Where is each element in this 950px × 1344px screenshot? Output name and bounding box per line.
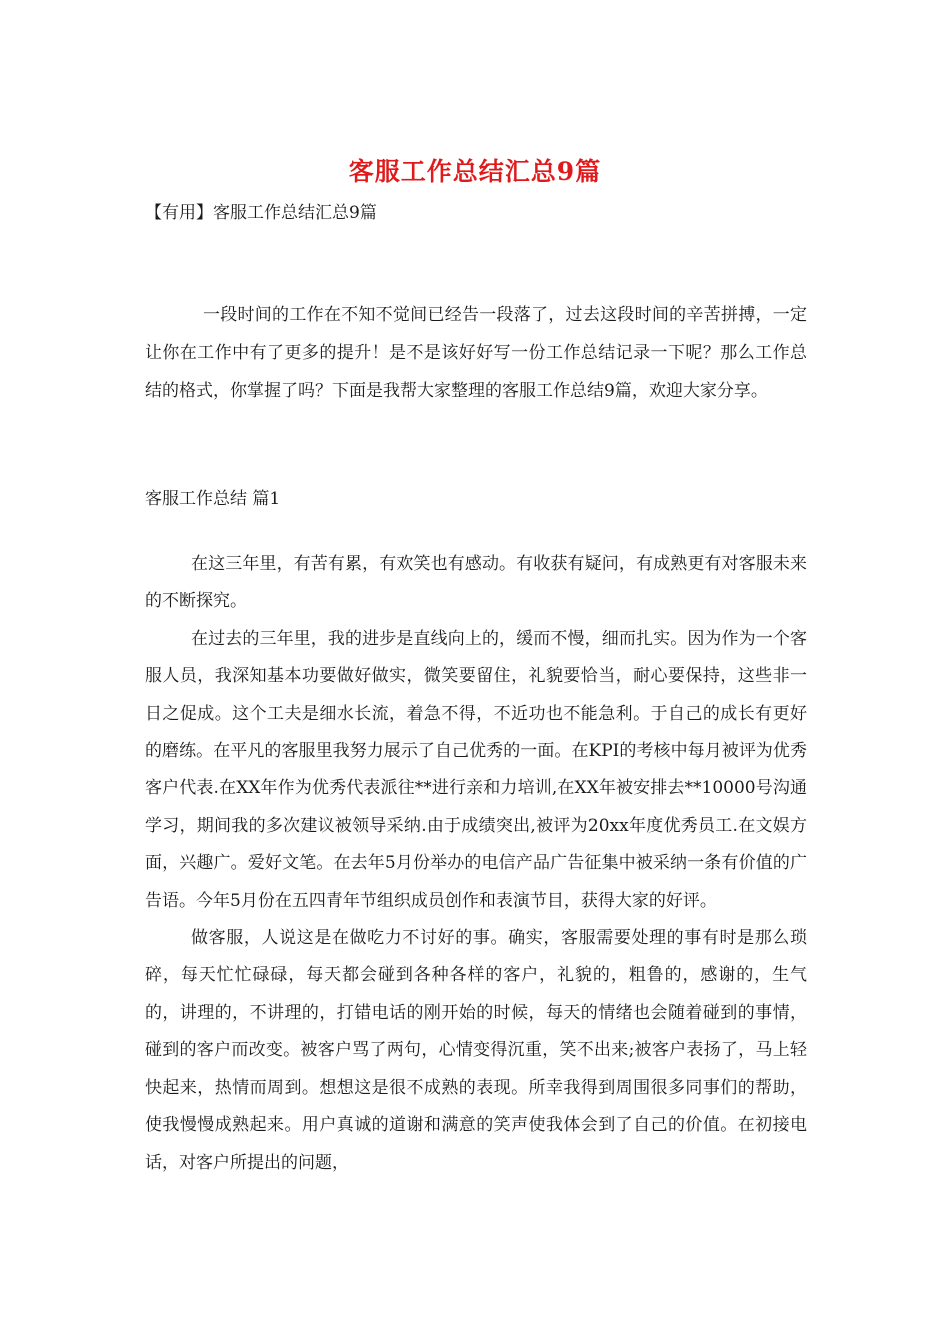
section-heading: 客服工作总结 篇1 [145,489,281,509]
body-paragraph: 在这三年里，有苦有累，有欢笑也有感动。有收获有疑问，有成熟更有对客服未来的不断探究。 [145,554,807,612]
body-paragraph: 在过去的三年里，我的进步是直线向上的，缓而不慢，细而扎实。因为作为一个客服人员，我深知基本功要做好做实，微笑要留住，礼貌要恰当，耐心要保持，这些非一日之促成。这个工夫是细水长流，着急不得，不近功也不能急利。于自己的成长有更好的磨练。在平凡的客服里我努力展示了自己优秀的一面。在KPI的考核中每月被评为优秀客户代表.在XX年作为优秀代表派往**进行亲和力培训,在XX年被安排去**10000号沟通学习，期间我的多次建议被领导采纳.由于成绩突出,被评为20xx年度优秀员工.在文娱方面，兴趣广。爱好文笔。在去年5月份举办的电信产品广告征集中被采纳一条有价值的广告语。今年5月份在五四青年节组织成员创作和表演节目，获得大家的好评。 [145,628,807,911]
section-body [145,546,807,1182]
body-paragraph: 做客服，人说这是在做吃力不讨好的事。确实，客服需要处理的事有时是那么琐碎，每天忙忙碌碌，每天都会碰到各种各样的客户，礼貌的，粗鲁的，感谢的，生气的，讲理的，不讲理的，打错电话的刚开始的时候，每天的情绪也会随着碰到的事情，碰到的客户而改变。被客户骂了两句，心情变得沉重，笑不出来;被客户表扬了，马上轻快起来，热情而周到。想想这是很不成熟的表现。所幸我得到周围很多同事们的帮助，使我慢慢成熟起来。用户真诚的道谢和满意的笑声使我体会到了自己的价值。在初接电话，对客户所提出的问题， [145,928,807,1173]
intro-paragraph: 一段时间的工作在不知不觉间已经告一段落了，过去这段时间的辛苦拼搏，一定让你在工作中有了更多的提升！是不是该好好写一份工作总结记录一下呢？那么工作总结的格式，你掌握了吗？下面是我帮大家整理的客服工作总结9篇，欢迎大家分享。 [145,305,807,401]
document-title: 客服工作总结汇总9篇 [348,157,602,186]
document-subtitle: 【有用】客服工作总结汇总9篇 [145,203,377,223]
